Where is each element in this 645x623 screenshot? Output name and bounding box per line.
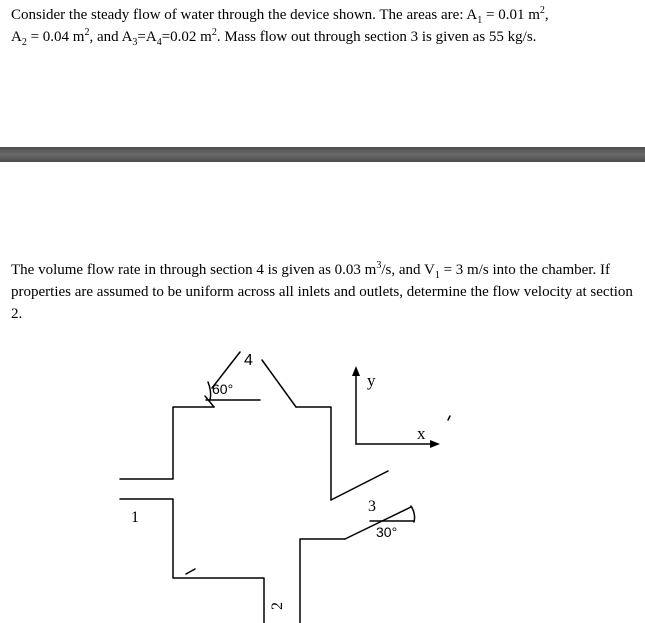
device-outline-upper [120,407,214,479]
y-axis-arrowhead [352,366,360,376]
problem-statement: Consider the steady flow of water through the device shown. The areas are: $A_1 = 0.01$ $m^2$, $A_2 = 0.04$ $m^2$, and $A_3=A_4=0.02$ $m^2$. Mass flow out through section 3 is given as 55 kg/s. [11,5,549,48]
flow-device-figure [0,330,645,623]
angle-30-arc [411,506,415,522]
angle-30-label: 30° [376,524,398,540]
device-outline-bottom-left [120,499,264,623]
section-3-label: 3 [368,498,376,515]
section-4-label: 4 [244,352,253,369]
x-tick-mark [448,416,450,420]
y-axis-label: y [367,371,376,390]
device-outline-top-right [296,407,331,500]
x-axis-arrowhead [430,440,440,448]
section-1-label: 1 [131,509,139,526]
device-outline-bottom-right [300,539,345,623]
angle-60-label: 60° [212,381,234,397]
device-outline-nozzle4-right [262,360,296,407]
device-outline-nozzle3-top [331,471,388,500]
device-outline-nozzle4-left [205,396,214,407]
section-2-label: 2 [269,602,286,610]
outlet-tick [186,569,195,574]
question-text: The volume flow rate in through section 4 is given as 0.03 $m^3/s$, and $V_1 = 3$ m/s into the chamber. If properties are assumed to be uniform across all inlets and outlets, determine the flow velocity at section 2. [11,260,633,322]
section-divider [0,147,645,162]
x-axis-label: x [417,424,426,443]
angle-60-arc [208,382,211,400]
